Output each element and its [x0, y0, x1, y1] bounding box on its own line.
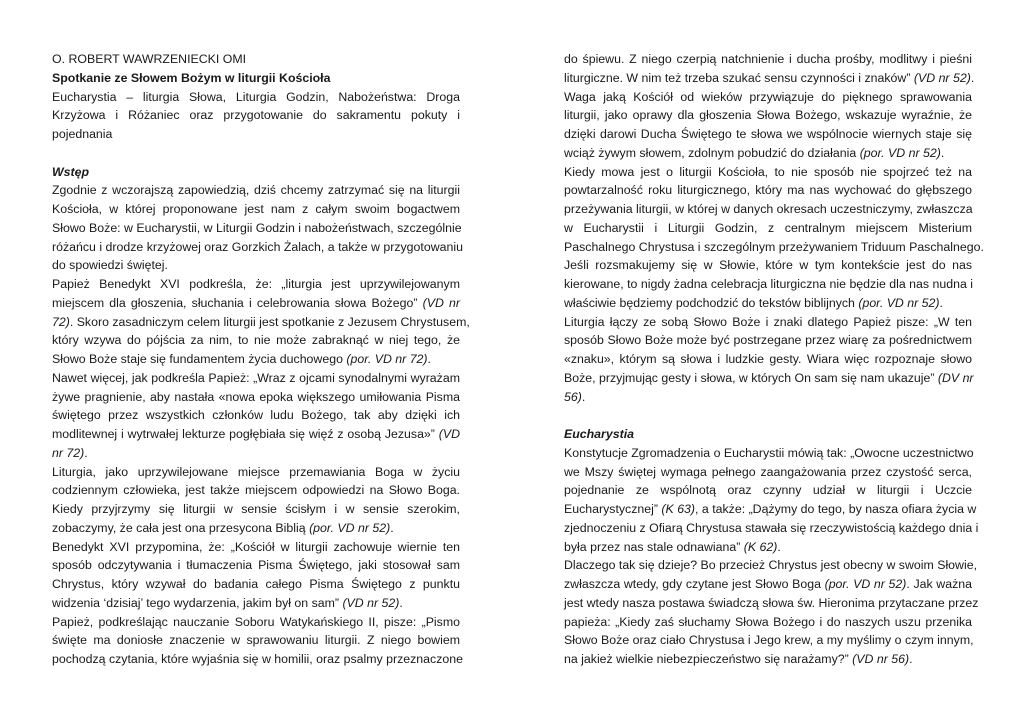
text-line	[52, 256, 460, 275]
citation: (por. VD nr 52)	[309, 520, 391, 535]
right-text-column	[564, 50, 984, 669]
text-segment: różańcu i drodze krzyżowej oraz Gorzkich Żalach, a także w przygotowaniu	[52, 239, 463, 254]
text-segment: była przez nas stale odnawiana”	[564, 539, 744, 554]
text-line	[564, 144, 972, 163]
text-line	[52, 631, 460, 650]
text-segment: zjednoczeniu z Ofiarą Chrystusa stawała się rzeczywistością każdego dnia i	[564, 520, 979, 535]
text-segment: . Skoro zasadniczym celem liturgii jest spotkanie z Jezusem Chrystusem,	[69, 314, 470, 329]
text-line	[564, 556, 978, 575]
text-line	[52, 444, 460, 463]
text-line	[52, 200, 460, 219]
citation: 56)	[564, 389, 582, 404]
text-line	[564, 406, 972, 425]
text-segment: we Mszy świętej wymaga pełnego zaangażowania przez czystość serca,	[564, 464, 972, 479]
text-line	[564, 331, 972, 350]
text-segment: zwłaszcza wtedy, gdy czytane jest Słowo Boga	[564, 577, 825, 591]
text-segment: Krzyżowa i Różaniec oraz przygotowanie do sakramentu pokuty i	[52, 108, 460, 123]
text-segment: , a także: „Dążymy do tego, by nasza ofiara życia w	[695, 502, 977, 516]
text-segment: Waga jaką Kościół od wieków przywiązuje do pięknego sprawowania	[564, 89, 972, 104]
text-line	[564, 350, 972, 369]
text-line	[564, 519, 979, 538]
text-segment: pojednania	[52, 127, 113, 141]
citation: (K 63)	[661, 502, 696, 516]
text-segment: kierowane, to nigdy żadna celebracja liturgiczna nie będzie dla nas nudna i	[564, 277, 973, 291]
text-line	[564, 388, 972, 407]
text-line	[52, 650, 463, 669]
text-line	[52, 369, 460, 388]
text-segment: .	[581, 389, 586, 404]
section-heading: Wstęp	[52, 164, 90, 179]
text-line	[52, 425, 460, 444]
text-line	[52, 106, 460, 125]
text-line	[52, 313, 470, 332]
text-line	[564, 463, 972, 482]
text-segment: świętego przez wszystkich członków ludu Bożego, tak aby dzięki ich	[52, 408, 460, 423]
text-segment: .	[909, 652, 913, 666]
text-segment: Eucharystycznej”	[564, 502, 662, 516]
text-line	[52, 463, 460, 482]
text-line	[564, 369, 972, 388]
text-line	[52, 556, 460, 575]
text-line	[52, 613, 460, 632]
citation: (VD	[438, 427, 460, 441]
text-line	[564, 631, 972, 650]
text-line	[52, 575, 460, 594]
text-segment: pojednanie ze wspólnotą oraz czynny udział w liturgii i Uczcie	[564, 483, 972, 498]
text-segment: Liturgia łączy ze sobą Słowo Boże i znaki dlatego Papież pisze: „W ten	[564, 314, 972, 329]
text-segment: przeżywania liturgii, w której w danych okresach uczestniczymy, zwłaszcza	[564, 202, 973, 216]
text-segment: Słowo Boże staje się fundamentem życia duchowego	[52, 352, 347, 366]
text-segment: powtarzalność roku liturgicznego, który ma nas wychować do głębszego	[564, 183, 972, 198]
text-line	[564, 200, 972, 219]
text-segment: Kiedy mowa jest o liturgii Kościoła, to nie sposób nie spojrzeć też na	[564, 164, 972, 179]
text-segment: codziennym człowieka, jest także miejscem odpowiedzi na Słowo Boga.	[52, 483, 460, 498]
text-line	[564, 650, 972, 669]
text-line	[564, 50, 972, 69]
text-segment: Dlaczego tak się dzieje? Bo przecież Chrystus jest obecny w swoim Słowie,	[564, 558, 978, 573]
text-segment: wciąż żywym słowem, zdolnym pobudzić do działania	[564, 145, 860, 160]
text-segment: Zgodnie z wczorajszą zapowiedzią, dziś chcemy zatrzymać się na liturgii	[52, 183, 460, 198]
text-segment: modlitewnej i wytrwałej lekturze pogłębiała się więź z osobą Jezusa»”	[52, 427, 439, 441]
text-segment: Nawet więcej, jak podkreśla Papież: „Wraz z ojcami synodalnymi wyrażam	[52, 370, 460, 385]
text-line	[564, 425, 972, 444]
text-line	[52, 181, 460, 200]
text-segment: .	[939, 295, 943, 310]
citation: (por. VD nr 72)	[346, 352, 428, 366]
text-segment: dzięki darowi Ducha Świętego te słowa we wspólnocie wiernych staje się	[564, 127, 972, 141]
text-segment: Papież, podkreślając nauczanie Soboru Watykańskiego II, pisze: „Pismo	[52, 614, 460, 629]
text-line	[564, 613, 972, 632]
text-line	[52, 125, 460, 144]
text-line	[52, 88, 460, 107]
text-segment: «znaku», którym są słowa i ludzkie gesty. Wiara więc rozpoznaje słowo	[564, 352, 972, 366]
text-segment: właściwie będziemy podchodzić do tekstów biblijnych	[564, 295, 859, 310]
text-line	[52, 275, 460, 294]
text-segment: Boże, przyjmując gesty i słowa, w których On sam się nam ukazuje”	[564, 370, 938, 385]
text-segment: sposób odczytywania i tłumaczenia Pisma Świętego, jaki stosował sam	[52, 558, 460, 573]
text-segment: miejscem dla głoszenia, słuchania i celebrowania słowa Bożego”	[52, 295, 423, 310]
text-line	[52, 481, 460, 500]
text-segment: w Eucharystii i Liturgii Godzin, z centralnym miejscem Misterium	[564, 220, 972, 235]
text-line	[564, 238, 984, 257]
text-segment: liturgii, jako oprawy dla głoszenia Słowa Bożego, wskazuje wyraźnie, że	[564, 108, 972, 123]
text-segment: O. ROBERT WAWRZENIECKI OMI	[52, 52, 247, 66]
citation: (por. VD nr 52)	[858, 295, 940, 310]
text-line	[564, 294, 972, 313]
text-line	[564, 69, 975, 88]
text-segment: do śpiewu. Z niego czerpią natchnienie i ducha prośby, modlitwy i pieśni	[564, 52, 972, 66]
text-line	[52, 163, 460, 182]
section-heading: Eucharystia	[564, 427, 634, 441]
text-segment: święte ma doniosłe znaczenie w sprawowaniu liturgii. Z niego bowiem	[52, 633, 460, 648]
text-line	[564, 594, 979, 613]
text-line	[564, 219, 972, 238]
citation: 72)	[52, 314, 70, 329]
text-line	[564, 575, 972, 594]
citation: (VD nr 52)	[342, 595, 400, 610]
text-segment: jest wtedy nasza postawa świadczą słowa św. Hieronima przytaczane przez	[564, 595, 979, 610]
text-line	[52, 144, 460, 163]
citation: (por. VD nr 52)	[859, 145, 941, 160]
text-line	[52, 406, 460, 425]
text-line	[564, 125, 972, 144]
text-segment: sposób Słowo Boże może być postrzegane przez wiarę za pośrednictwem	[564, 333, 972, 348]
text-segment: .	[777, 539, 781, 554]
citation: (VD nr 52)	[913, 70, 971, 85]
text-line	[564, 88, 972, 107]
text-line	[564, 500, 977, 519]
text-line	[564, 275, 972, 294]
citation: nr 72)	[52, 445, 85, 460]
text-segment: na jakież wielkie niebezpieczeństwo się narażamy?”	[564, 652, 853, 666]
text-line	[52, 538, 460, 557]
citation: (por. VD nr 52)	[824, 577, 907, 591]
text-line	[564, 181, 972, 200]
text-line	[564, 256, 972, 275]
text-segment: zobaczymy, że cała jest ona przesycona Biblią	[52, 520, 310, 535]
citation: (VD nr	[422, 295, 460, 310]
text-segment: Benedykt XVI przypomina, że: „Kościół w liturgii zachowuje wiernie ten	[52, 539, 460, 554]
text-line	[564, 481, 972, 500]
text-segment: Słowo Boże oraz ciało Chrystusa i Jego krew, a my myślimy o czym innym,	[564, 633, 974, 648]
text-segment: Liturgia, jako uprzywilejowane miejsce przemawiania Boga w życiu	[52, 464, 460, 479]
text-segment: Eucharystia – liturgia Słowa, Liturgia Godzin, Nabożeństwa: Droga	[52, 89, 460, 104]
text-line	[564, 538, 972, 557]
text-line	[564, 313, 972, 332]
left-text-column	[52, 50, 470, 669]
text-segment: liturgiczne. W nim też trzeba szukać sensu czynności i znaków”	[564, 70, 914, 85]
text-segment: . Jak ważna	[906, 577, 972, 591]
text-segment: Słowo Boże: w Eucharystii, w Liturgii Godzin i nabożeństwach, szczególnie	[52, 220, 462, 235]
text-segment: Konstytucje Zgromadzenia o Eucharystii mówią tak: „Owocne uczestnictwo	[564, 445, 974, 460]
text-segment: Papież Benedykt XVI podkreśla, że: „liturgia jest uprzywilejowanym	[52, 277, 460, 291]
text-line	[52, 519, 460, 538]
text-line	[52, 69, 460, 88]
text-line	[52, 50, 460, 69]
citation: (K 62)	[743, 539, 778, 554]
text-segment: .	[84, 445, 88, 460]
citation: (DV nr	[937, 370, 974, 385]
text-line	[52, 219, 460, 238]
text-segment: .	[970, 70, 975, 85]
text-segment: Kiedy przyjrzymy się liturgii w sensie ścisłym i w sensie szerokim,	[52, 502, 460, 516]
text-line	[564, 444, 972, 463]
text-line	[52, 350, 460, 369]
text-segment: Paschalnego Chrystusa i szczególnym przeżywaniem Triduum Paschalnego.	[564, 239, 984, 254]
text-line	[564, 163, 972, 182]
text-line	[52, 500, 460, 519]
text-segment: Jeśli rozsmakujemy się w Słowie, które w tym kontekście jest do nas	[564, 258, 972, 273]
citation: (VD nr 56)	[852, 652, 910, 666]
text-segment: do spowiedzi świętej.	[52, 258, 168, 273]
document-title: Spotkanie ze Słowem Bożym w liturgii Kościoła	[52, 70, 331, 85]
text-line	[52, 294, 460, 313]
text-segment: Chrystus, który wzywał do badania całego Pisma Świętego z punktu	[52, 577, 460, 591]
text-segment: .	[390, 520, 394, 535]
text-segment: Kościoła, w której proponowane jest nam z całym swoim bogactwem	[52, 202, 460, 216]
text-segment: żywe pragnienie, aby nastała «nowa epoka większego umiłowania Pisma	[52, 389, 460, 404]
text-segment: pochodzą czytania, które wyjaśnia się w homilii, oraz psalmy przeznaczone	[52, 652, 463, 666]
text-segment: .	[427, 352, 431, 366]
text-segment: papieża: „Kiedy zaś słuchamy Słowa Bożego i do naszych uszu przenika	[564, 614, 972, 629]
text-segment: widzenia ‘dzisiaj’ tego wydarzenia, jakim był on sam”	[52, 595, 343, 610]
text-segment: .	[399, 595, 403, 610]
text-line	[52, 238, 463, 257]
text-segment: .	[940, 145, 945, 160]
text-line	[52, 594, 460, 613]
text-line	[52, 388, 460, 407]
text-line	[52, 331, 460, 350]
text-line	[564, 106, 972, 125]
text-segment: który wzywa do pójścia za nim, to nie może zabraknąć w niej tego, że	[52, 333, 460, 348]
